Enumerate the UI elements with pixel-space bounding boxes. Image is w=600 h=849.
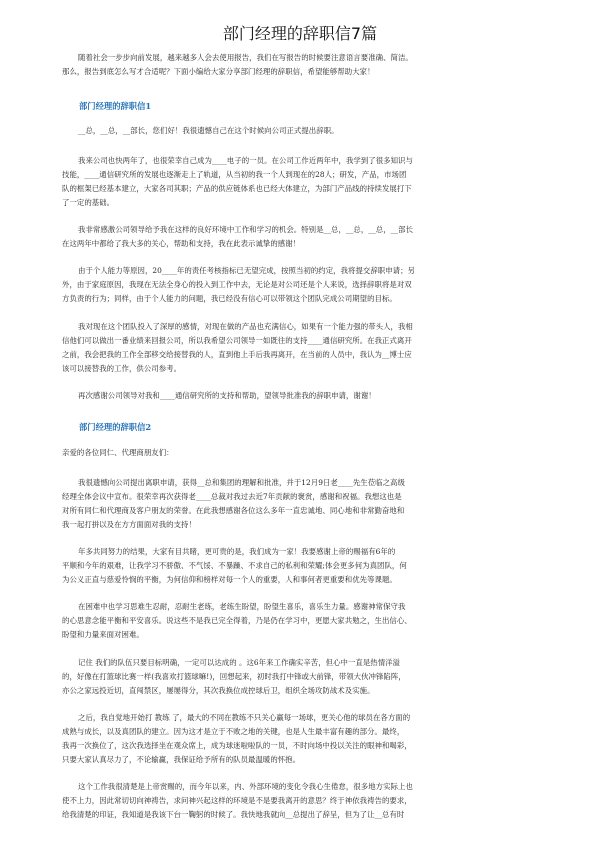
text-line: 之后，我自觉地开始打 教练 了，最大的不同在教练不只关心赢每一场球，更关心他的球员在各方面的 [78,713,411,722]
text-line: 方负责的行为；同样，由于个人能力的问题，我已经没有信心可以带领这个团队完成公司期望的目标。 [62,294,397,303]
text-line: 队的框架已经基本建立，大家各司其职；产品的供应链体系也已经大体建立，为部门产品线的持续发展打下 [62,184,412,193]
text-line: 成熟与成长，以及真团队的建立。因为这才是立于不败之地的关键，也是人生最丰富有趣的部分。最终， [62,727,405,736]
letter1-paragraph [62,223,549,251]
text-line: 亲爱的各位同仁、代理商朋友们： [62,448,174,457]
letter2-paragraph [62,656,549,698]
section-heading-letter-1: 部门经理的辞职信1 [79,101,152,111]
text-line: 亦公之家远投近切，直闯禁区，屡屡得分，其次我换位成控球后卫，组织全场攻防战术及实施。 [62,686,375,695]
text-line: 这个工作我很清楚是上帝赏赐的，而今年以来，内、外部环境的变化令我心生倦怠，很多地方实际上也 [78,782,413,791]
text-line: 给我清楚的印证，我知道是我该下台一鞠躬的时候了。我快地我就向__总提出了辞呈，但为了让__总有时 [62,810,405,819]
text-line: 我非常感激公司领导给予我在这样的良好环境中工作和学习的机会。特别是__总，__总，__总，__部长 [78,225,414,234]
text-line: 我很遗憾向公司提出离职申请，获得__总和集团的理解和批准，并于12月9日老____先生莅临之高级 [78,478,405,487]
letter2-paragraph [62,446,549,460]
letter2-paragraph [62,476,549,532]
text-line: 使不上力，因此常切切向神祷告，求问神兴起这样的环境是不是要我离开的意思？终于神依我祷告的要求， [62,796,412,805]
text-line: 之前，我会把我的工作全部移交给接替我的人，直到他上手后我再离开，在当前的人员中，我认为__博士应 [62,350,412,359]
text-line: 在这两年中都给了我大多的关心，帮助和支持，我在此表示诚挚的感谢！ [62,239,301,248]
text-line: 我对现在这个团队投入了深厚的感情，对现在做的产品也充满信心，如果有一个能力强的带头人，我相 [78,322,413,331]
text-line: 的，好像在打篮球比赛一样(我喜欢打篮球嘛!)，回想起来，初时我打中锋或大前锋，带领大伙冲锋陷阵， [62,672,406,681]
text-line: 技能，____通信研究所的发展也逐渐走上了轨道，从当初的我一个人到现在的28人；研发，产品，市场团 [62,170,407,179]
text-line: 只要大家认真尽力了，不论输赢，我保证给予所有的队员最温暖的怀抱。 [62,755,301,764]
text-line: 的心思意念能平衡和平安喜乐。说这些不是我已完全得着，乃是仍在学习中，更愿大家共勉之，生出信心、 [62,616,412,625]
text-line: 盼望和力量来面对困难。 [62,630,144,639]
intro-line: 随着社会一步步向前发展，越来越多人会去使用报告，我们在写报告的时候要注意语言要准确、简洁。 [78,53,413,62]
text-line: 我再一次换位了，这次我选择坐在观众席上，成为球迷啦啦队的一员，不时向场中投以关注的眼神和喝彩， [62,741,412,750]
section-heading-letter-2: 部门经理的辞职信2 [79,422,152,432]
letter2-paragraph [62,600,549,642]
text-line: __总，__总，__部长，您们好！我很遗憾自己在这个时候向公司正式提出辞职。 [78,126,339,135]
letter1-paragraph [62,320,549,376]
text-line: 信他们可以做出一番业绩来回报公司，所以我希望公司领导一如既往的支持____通信研究所。在我正式离开 [62,336,412,345]
intro-paragraph [62,51,549,79]
text-line: 在困难中也学习思难生忍耐，忍耐生老练，老练生盼望，盼望生喜乐，喜乐生力量。感谢神常保守我 [78,602,406,611]
text-line: 由于个人能力等原因，20____年的责任考核指标已无望完成，按照当初的约定，我将提交辞职申请；另 [78,266,415,275]
text-line: 平顺和今年的艰难，让我学习不骄傲、不气馁、不暴躁、不求自己的私利和荣耀;体会更多何为真团队，何 [62,561,407,570]
text-line: 外，由于家庭原因，我现在无法全身心的投入到工作中去，无论是对公司还是个人来说，选择辞职将是对双 [62,280,412,289]
text-line: 了一定的基础。 [62,198,115,207]
text-line: 经理全体会议中宣布。很荣幸再次获得老____总裁对我过去近7年贡献的褒赏，感谢和祝福。我想这也是 [62,492,402,501]
text-line: 年多共同努力的结果，大家有目共睹，更可贵的是，我们成为一家！我要感谢上帝的赐福有6年的 [78,547,396,556]
intro-line: 那么，报告到底怎么写才合适呢？下面小编给大家分享部门经理的辞职信，希望能够帮助大家！ [62,67,375,76]
text-line: 我来公司也快两年了，也很荣幸自己成为____电子的一员。在公司工作近两年中，我学到了很多知识与 [78,156,413,165]
text-line: 该可以接替我的工作，供公司参考。 [62,364,182,373]
page-title: 部门经理的辞职信7篇 [222,24,378,43]
text-line: 对所有同仁和代理商及客户朋友的荣誉。在此我想感谢各位这么多年一直忠诚地、同心地和非常勤奋地和 [62,506,405,515]
letter2-paragraph [62,711,549,767]
letter2-paragraph [62,780,549,822]
text-line: 我一起打拼以及在方方面面对我的支持！ [62,520,196,529]
letter1-paragraph [62,389,549,403]
letter2-paragraph [62,545,549,587]
text-line: 再次感谢公司领导对我和____通信研究所的支持和帮助，望领导批准我的辞职申请，谢谢！ [78,391,376,400]
letter1-paragraph [62,264,549,306]
letter1-paragraph [62,124,549,138]
text-line: 记住 我们的队伍只要目标明确，一定可以达成的 。这6年来工作确实辛苦，但心中一直是热情洋溢 [78,658,401,667]
letter1-paragraph [62,154,549,210]
text-line: 为公义正直与慈爱怜悯的平衡，为何信仰和榜样对每一个人的重要，人和事何者更重要和优先等课题。 [62,575,397,584]
